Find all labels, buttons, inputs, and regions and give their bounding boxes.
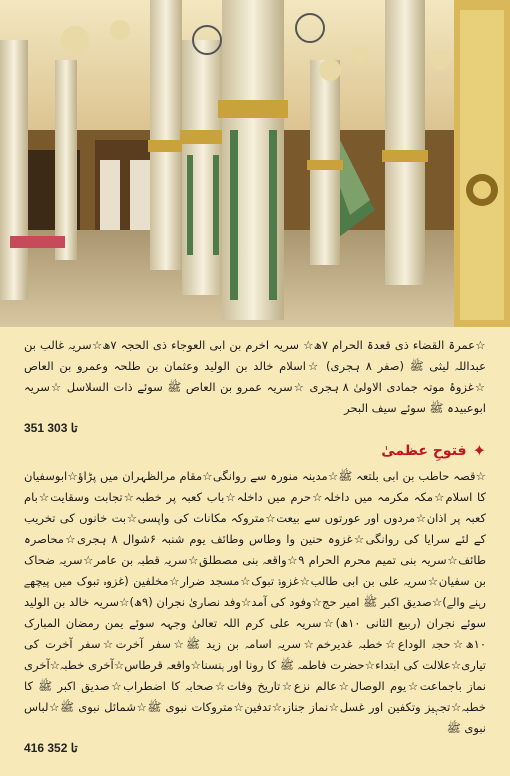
- content-area: [24, 335, 486, 761]
- section1-text: ☆عمرۃ القضاء ذی قعدۃ الحرام ۷ھ☆ سریہ اخرم بن ابی العوجاء ذی الحجہ ۷ھ☆سریہ غالب بن عبداللہ لیثی ﷺ (صفر ۸ ہجری) ☆اسلام خالد بن الولید وعثمان بن طلحہ وعمرو بن العاص ☆غزوۂ موتہ جمادی الاولیٰ ۸ ہجری ☆سریہ عمرو بن العاص ﷺ سوئے ذات السلاسل ☆سریہ ابوعبیدہ ﷺ سوئے سیف البحر: [24, 338, 487, 415]
- mosque-interior-illustration: [0, 0, 510, 327]
- section2-pages: 416 تا 352: [24, 741, 78, 755]
- section1-pages: 351 تا 303: [24, 421, 78, 435]
- section2-text: ☆قصہ حاطب بن ابی بلتعہ ﷺ☆مدینہ منورہ سے روانگی☆مقام مرالظہران میں پڑاؤ☆ابوسفیان کا اسلام☆مکہ مکرمہ میں داخلہ☆حرم میں داخلہ☆باب کعبہ پر خطبہ☆تجابت وسقایت☆بام کعبہ پر اذان☆مردوں اور عورتوں سے بیعت☆متروکہ مکانات کی واپسی☆بت خانوں کی تخریب کے لئے سرایا کی روانگی☆غزوہ حنین وا وطاس وطائف یوم شنبہ ۶شوال ۸ ہجری☆محاصرہ طائف☆سریہ بنی تمیم محرم الحرام ۹☆واقعہ بنی مصطلق☆سریہ قطبہ بن عامر☆سریہ ضحاک بن سفیان☆سریہ علی بن ابی طالب☆غزوۂ تبوک☆مسجد ضرار☆مخلفین (غزوہ تبوک میں پیچھے رہنے والے)☆صدیق اکبر ﷺ امیر حج☆وفود کی آمد☆وفد نصاریٰ نجران (۹ھ)☆سریہ خالد بن الولید سوئے نجران (ربیع الثانی ۱۰ھ)☆سریہ علی کرم اللہ تعالیٰ وجہہ سوئے یمن رمضان المبارک ۱۰ھ☆حجۃ الوداع☆خطبہ غدیرخم☆سریہ اسامہ بن زید ﷺ☆سفر آخرت☆سفر آخرت کی تیاری☆علالت کی ابتداء☆حضرت فاطمہ ﷺ کا رونا اور ہنسنا☆واقعہ قرطاس☆آخری خطبہ☆آخری نماز باجماعت☆یوم الوصال☆عالم نزع☆تاریخ وفات☆صحابہ کا اضطراب☆صدیق اکبر ﷺ کا خطبہ☆تجہیز وتکفین اور غسل☆نماز جنازہ☆تدفین☆متروکات نبوی ﷺ☆شمائل نبوی ﷺ☆لباس نبوی ﷺ: [24, 469, 486, 735]
- section-heading: [24, 441, 486, 460]
- section2-heading: فتوحِ عظمیٰ: [381, 442, 467, 459]
- mosque-interior-photo: [0, 0, 510, 327]
- star-icon: ✦: [472, 441, 486, 460]
